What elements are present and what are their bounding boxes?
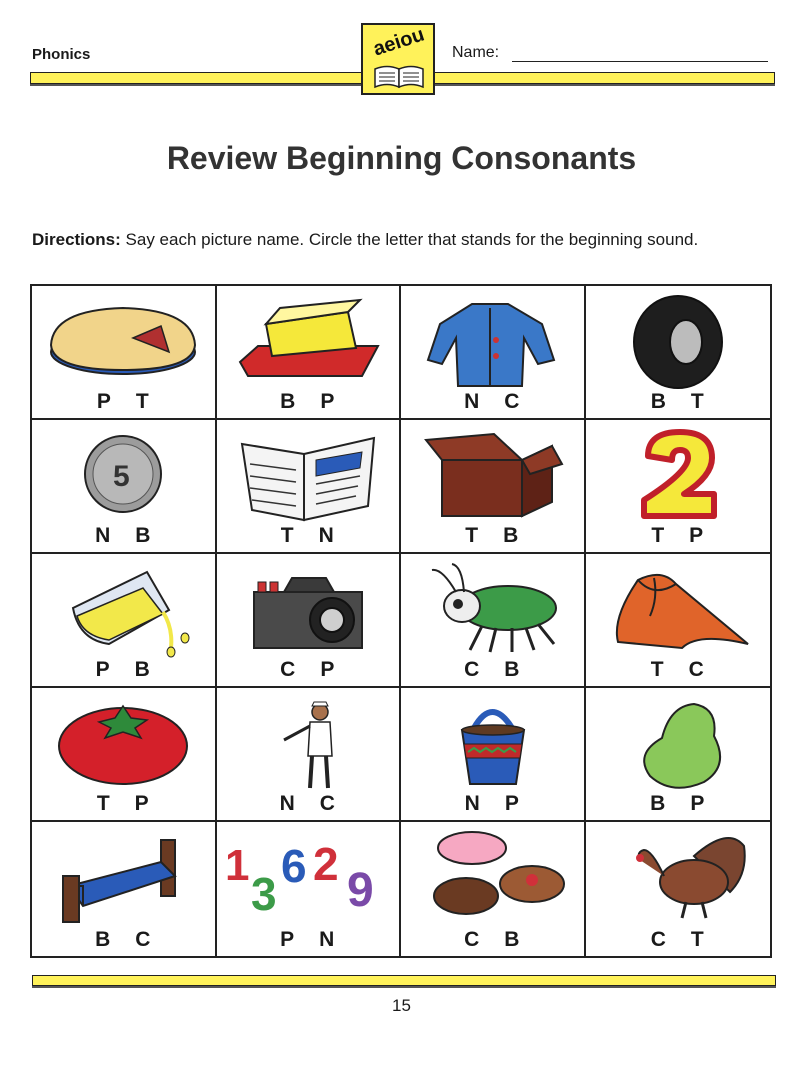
letter-option[interactable]: C: [650, 928, 667, 951]
letter-option[interactable]: B: [134, 658, 151, 681]
grid-cell: [401, 688, 586, 822]
letter-option[interactable]: P: [689, 524, 705, 547]
directions: [32, 228, 722, 252]
grid-cell: [217, 286, 402, 420]
nurse-icon: [228, 692, 388, 792]
grid-cell: [32, 688, 217, 822]
letter-option[interactable]: B: [503, 524, 520, 547]
svg-text:6: 6: [280, 840, 307, 892]
letter-option[interactable]: B: [650, 390, 667, 413]
letter-option[interactable]: N: [95, 524, 112, 547]
grid-cell: [586, 420, 771, 554]
svg-text:1: 1: [224, 841, 249, 890]
letter-option[interactable]: B: [135, 524, 152, 547]
name-label: Name:: [452, 44, 500, 61]
coat-icon: [412, 290, 572, 390]
page-number: 15: [392, 996, 411, 1015]
letter-option[interactable]: T: [650, 658, 665, 681]
directions-text: Say each picture name. Circle the letter that stands for the beginning sound.: [125, 230, 699, 249]
svg-text:9: 9: [346, 864, 374, 917]
letter-option[interactable]: T: [690, 928, 705, 951]
letter-option[interactable]: P: [690, 792, 706, 815]
pie-icon: [43, 290, 203, 390]
footer-bar: [32, 975, 776, 986]
camera-icon: [228, 558, 388, 658]
pitcher-icon: [43, 558, 203, 658]
name-line[interactable]: [512, 61, 768, 62]
letter-option[interactable]: B: [504, 658, 521, 681]
grid-cell: [586, 554, 771, 688]
bed-icon: [43, 826, 203, 926]
picture-grid: [30, 284, 772, 958]
tomato-icon: [43, 692, 203, 792]
grid-cell: [401, 822, 586, 956]
letter-option[interactable]: T: [651, 524, 666, 547]
letter-option[interactable]: N: [319, 928, 336, 951]
two-icon: [598, 424, 758, 524]
letter-option[interactable]: P: [96, 390, 112, 413]
grid-cell: [586, 688, 771, 822]
letter-option[interactable]: C: [688, 658, 705, 681]
grid-cell: [217, 688, 402, 822]
grid-cell: [32, 822, 217, 956]
letter-option[interactable]: B: [95, 928, 112, 951]
letter-option[interactable]: P: [504, 792, 520, 815]
letter-option[interactable]: C: [135, 928, 152, 951]
directions-label: Directions:: [32, 230, 121, 249]
letter-option[interactable]: C: [464, 928, 481, 951]
grid-cell: [217, 822, 402, 956]
svg-text:2: 2: [312, 838, 339, 890]
nickel-icon: [43, 424, 203, 524]
grid-cell: [217, 554, 402, 688]
grid-cell: [586, 286, 771, 420]
letter-option[interactable]: C: [280, 658, 297, 681]
letter-option[interactable]: P: [95, 658, 111, 681]
cookies-icon: [412, 826, 572, 926]
grid-cell: [586, 822, 771, 956]
letter-option[interactable]: B: [504, 928, 521, 951]
letter-option[interactable]: P: [134, 792, 150, 815]
letter-option[interactable]: B: [650, 792, 667, 815]
letter-option[interactable]: N: [318, 524, 335, 547]
logo-text: aeiou: [370, 23, 428, 61]
grid-cell: [401, 420, 586, 554]
aeiou-logo: [361, 23, 435, 95]
page-title: Review Beginning Consonants: [166, 140, 637, 176]
letter-option[interactable]: C: [319, 792, 336, 815]
svg-text:5: 5: [113, 460, 130, 493]
newspaper-icon: [228, 424, 388, 524]
tire-icon: [598, 290, 758, 390]
grid-cell: [401, 286, 586, 420]
grid-cell: [32, 420, 217, 554]
numbers-icon: [217, 826, 401, 926]
grid-cell: [32, 554, 217, 688]
letter-option[interactable]: C: [464, 658, 481, 681]
letter-option[interactable]: T: [690, 390, 705, 413]
box-icon: [412, 424, 572, 524]
bug-icon: [412, 558, 572, 658]
pail-icon: [412, 692, 572, 792]
open-book-icon: [371, 63, 427, 89]
grid-cell: [217, 420, 402, 554]
letter-option[interactable]: P: [320, 658, 336, 681]
header-bar-right: [434, 72, 775, 84]
letter-option[interactable]: T: [96, 792, 111, 815]
letter-option[interactable]: B: [280, 390, 297, 413]
letter-option[interactable]: C: [504, 390, 521, 413]
grid-cell: [32, 286, 217, 420]
butter-icon: [228, 290, 388, 390]
letter-option[interactable]: T: [280, 524, 295, 547]
header-bar-left: [30, 72, 364, 84]
header-subject: Phonics: [32, 46, 91, 63]
svg-text:3: 3: [250, 868, 277, 920]
letter-option[interactable]: P: [280, 928, 296, 951]
letter-option[interactable]: T: [465, 524, 480, 547]
letter-option[interactable]: P: [320, 390, 336, 413]
pear-icon: [598, 692, 758, 792]
letter-option[interactable]: N: [464, 390, 481, 413]
letter-option[interactable]: T: [135, 390, 150, 413]
grid-cell: [401, 554, 586, 688]
letter-option[interactable]: N: [464, 792, 481, 815]
cape-icon: [598, 558, 758, 658]
letter-option[interactable]: N: [279, 792, 296, 815]
turkey-icon: [598, 826, 758, 926]
